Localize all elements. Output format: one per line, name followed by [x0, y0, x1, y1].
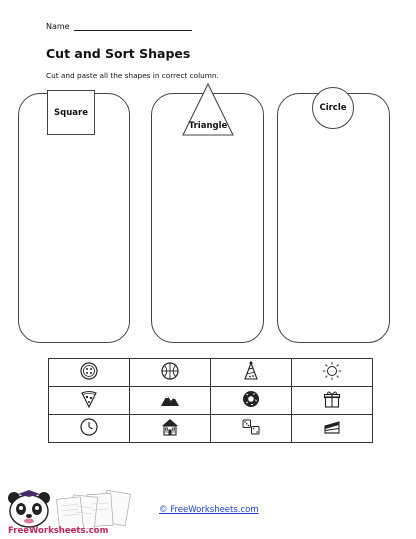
- circle-header: [312, 87, 354, 129]
- circle-label: Circle: [319, 103, 347, 113]
- donut-icon: [241, 389, 261, 409]
- mountains-icon: [160, 389, 180, 409]
- basketball-icon: [160, 361, 180, 381]
- grid-cell: [292, 359, 373, 387]
- grid-cell: [49, 387, 130, 415]
- triangle-label: Triangle: [188, 121, 228, 131]
- grid-cell: [49, 359, 130, 387]
- clock-icon: [79, 417, 99, 437]
- circle-column: [277, 93, 390, 343]
- grid-cell: [211, 415, 292, 443]
- grid-cell: [211, 359, 292, 387]
- grid-row: [49, 415, 373, 443]
- party-hat-icon: [241, 361, 261, 381]
- sun-icon: [322, 361, 342, 381]
- dice-icon: [241, 417, 261, 437]
- name-field: [46, 22, 192, 31]
- worksheet-instructions: Cut and paste all the shapes in correct column.: [46, 71, 219, 80]
- worksheet-title: Cut and Sort Shapes: [46, 46, 191, 61]
- grid-row: [49, 387, 373, 415]
- square-header: [47, 90, 95, 135]
- brand-logo-text: FreeWorksheets.com: [8, 526, 109, 536]
- grid-cell: [211, 387, 292, 415]
- grid-cell: [130, 415, 211, 443]
- copyright-link[interactable]: © FreeWorksheets.com: [159, 505, 259, 515]
- cake-slice-icon: [322, 417, 342, 437]
- grid-cell: [292, 387, 373, 415]
- gift-box-icon: [322, 389, 342, 409]
- grid-row: [49, 359, 373, 387]
- pizza-slice-icon: [79, 389, 99, 409]
- house-icon: [160, 417, 180, 437]
- grid-cell: [130, 359, 211, 387]
- name-blank-line: [74, 22, 192, 31]
- grid-cell: [130, 387, 211, 415]
- grid-cell: [292, 415, 373, 443]
- cutout-grid: [48, 358, 373, 443]
- name-label: Name: [46, 22, 70, 31]
- panda-mascot-icon: [4, 490, 56, 528]
- button-icon: [79, 361, 99, 381]
- grid-cell: [49, 415, 130, 443]
- square-label: Square: [54, 107, 88, 118]
